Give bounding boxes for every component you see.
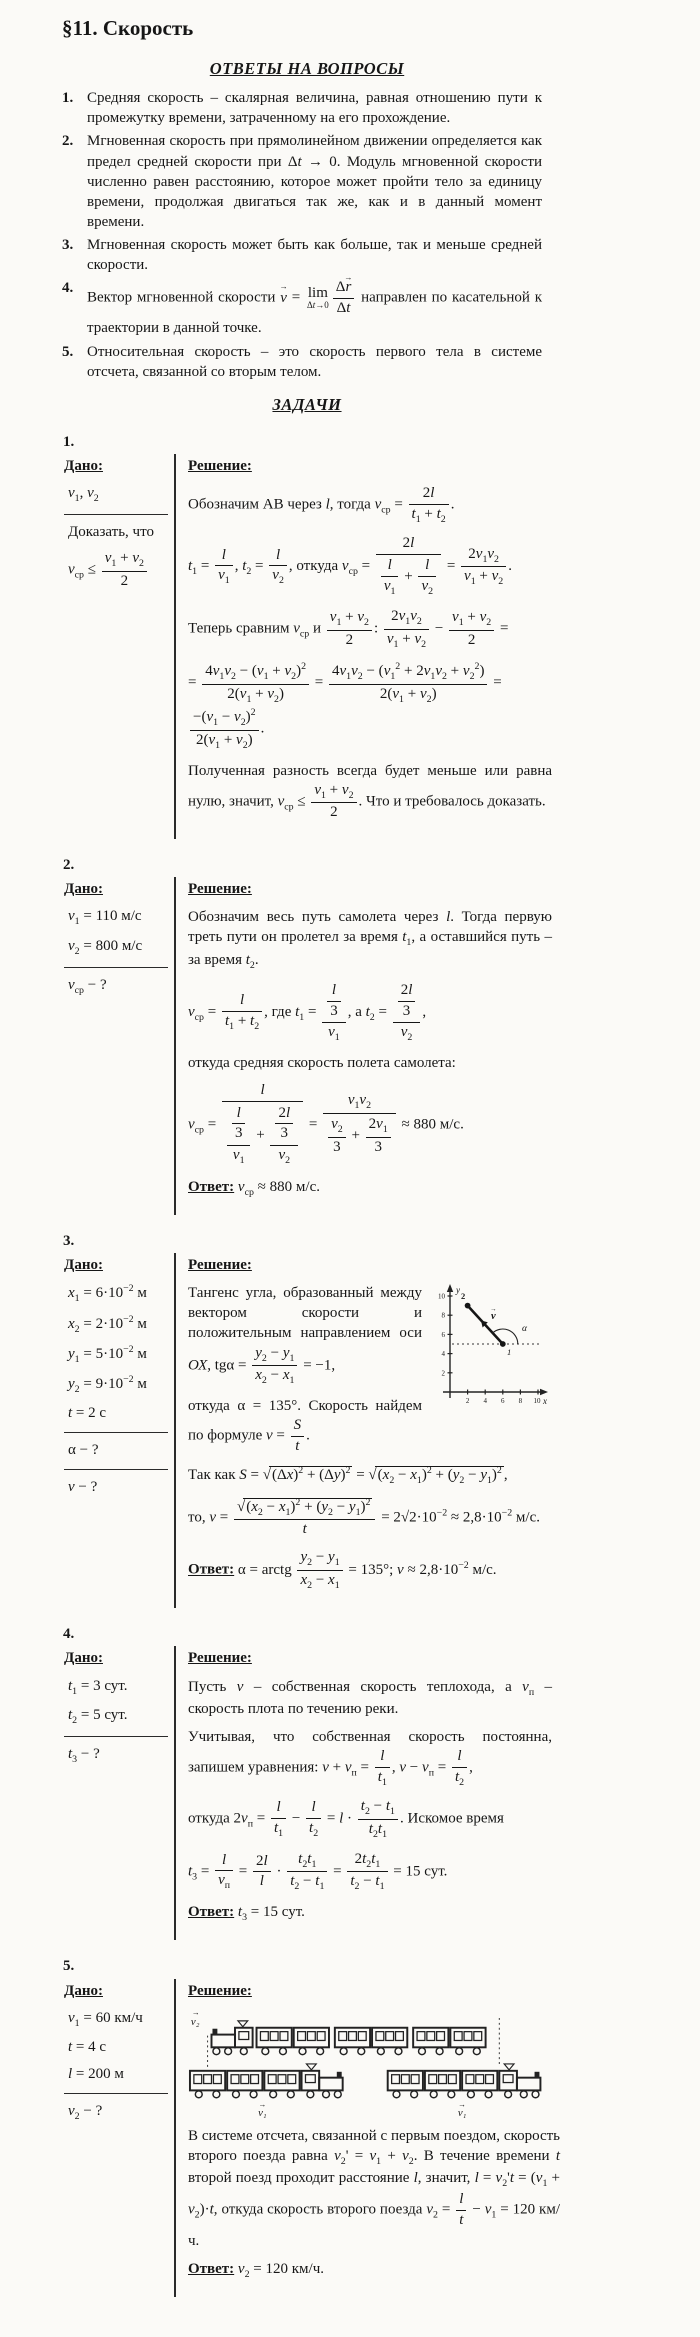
train1a-velocity-label: v₁ [258, 2106, 267, 2118]
trains-figure [188, 2006, 560, 2118]
given-value: $v_1 = 110$ м/с [68, 908, 142, 928]
answers-heading: ОТВЕТЫ НА ВОПРОСЫ [209, 59, 405, 79]
given-panel [62, 1646, 174, 1940]
y-tick-label: 10 [438, 1292, 445, 1301]
solution-line: В системе отсчета, связанной с первым поездом, скорость второго поезда равна $v_2' = v_1 + v_2$. В течение времени t второй поезд проходит расстояние l, значит, $l = v_2't = (v_1 + v_2)\cdot t$, откуда скорость второго поезда $v_2$ = $\frac{l}{t}$ − $v_1 = 120$ км/ч. [188, 2127, 561, 2249]
given-value: $x_2 = 2\cdot 10^{-2}$ м [68, 1313, 147, 1335]
answer-text: Относительная скорость – это скорость первого тела в системе отсчета, связанной со вторым телом. [87, 343, 542, 380]
solution-line: откуда α = 135°. Скорость найдем по формуле v = $\frac{S}{t}$ . [188, 1397, 422, 1454]
given-divider [64, 2093, 168, 2094]
answer-number: 5. [62, 343, 74, 360]
solution-line: Обозначим АВ через l, тогда $v_{ср}$ = $\frac{2l}{t_1 + t_2}$ . [188, 485, 455, 525]
given-label: Дано: [64, 1982, 103, 1999]
motion-graph [430, 1280, 552, 1414]
find-value: Доказать, что [68, 524, 154, 541]
y-tick-label: 6 [441, 1331, 445, 1340]
find-value: $v_{ср}$ ≤ $\frac{v_1 + v_2}{2}$ [64, 549, 168, 591]
given-label: Дано: [64, 1257, 103, 1274]
solution-line: Теперь сравним $v_{ср}$ и $\frac{v_1 + v_2}{2}$ : $\frac{2v_1v_2}{v_1 + v_2}$ − $\frac{v_1 + v_2}{2}$ = [188, 608, 509, 651]
x-tick-label: 8 [518, 1397, 523, 1406]
answer-text: Средняя скорость – скалярная величина, равная отношению пути к промежутку времени, затраченному на его прохождение. [87, 90, 542, 127]
answer-item-3 [62, 235, 542, 275]
answer-line [188, 2259, 560, 2281]
answer-value: $t_3 = 15$ сут. [237, 1904, 305, 1924]
given-value: l = 200 м [68, 2065, 124, 2082]
solution-panel [174, 454, 552, 839]
answer-line [188, 1177, 552, 1199]
problem-4 [62, 1624, 552, 1940]
answer-number: 2. [62, 133, 74, 150]
given-value: t = 4 с [68, 2038, 107, 2055]
answer-text: Мгновенная скорость при прямолинейном движении определяется как предел средней скорости при Δt → 0. Модуль мгновенной скорости численно равен расстоянию, которое может пройти тело за единицу времени, продолжая двигаться так же, как и в данный момент времени. [87, 133, 542, 230]
answer-line [188, 1902, 552, 1924]
solution-line: Так как $S = √(\Delta x)^2 + (\Delta y)^2 = √(x_2 - x_1)^2 + (y_2 - y_1)^2$ , [188, 1465, 508, 1487]
solution-label: Решение: [188, 457, 252, 474]
answer-label: Ответ: [188, 1178, 235, 1195]
train2-vector-arrow: → [191, 2007, 200, 2017]
point-1-label: 1 [507, 1347, 512, 1358]
solution-line: Пусть v – собственная скорость теплохода, а $v_п$ – скорость плота по течению реки. [188, 1678, 552, 1717]
answer-line [188, 1548, 552, 1592]
page-title: §11. Скорость [62, 16, 194, 40]
solution-label: Решение: [188, 1650, 252, 1667]
x-axis-arrow [540, 1389, 548, 1395]
problem-1 [62, 432, 552, 839]
solution-line: откуда $2v_п$ = $\frac{l}{t_1}$ − $\frac{l}{t_2}$ = l · $\frac{t_2 - t_1}{t_2t_1}$ . Искомое время [188, 1798, 504, 1841]
point-2-label: 2 [461, 1291, 466, 1302]
point-2-dot [465, 1303, 471, 1309]
answer-value: $v_2 = 120$ км/ч. [237, 2260, 324, 2280]
vector-label: v [491, 1311, 496, 1323]
given-divider [64, 514, 168, 515]
answer-text: Вектор мгновенной скорости v → = lim Δt→0 $\frac{\Delta r \to}{\Delta t}$ направлен по касательной к траектории в данной точке. [87, 278, 542, 338]
answer-label: Ответ: [188, 1904, 235, 1921]
given-divider [64, 1469, 168, 1470]
point-1-dot [500, 1341, 506, 1347]
given-divider [64, 1736, 168, 1737]
x-tick-label: 4 [483, 1397, 487, 1406]
given-value: $x_1 = 6\cdot 10^{-2}$ м [68, 1283, 147, 1305]
problem-5 [62, 1956, 561, 2297]
given-panel [62, 1979, 174, 2297]
solution-line: $v_{ср}$ = $\frac{l}{t_1 + t_2}$ , где $t_1$ = $\frac{\frac{l}{3}}{v_1}$ , а $t_2$ = $\frac{\frac{2l}{3}}{v_2}$ , [188, 981, 427, 1044]
solution-label: Решение: [188, 1257, 252, 1274]
given-panel [62, 454, 174, 839]
find-value: $t_3$ − ? [68, 1746, 100, 1766]
solution-panel [174, 1646, 552, 1940]
given-value: t = 2 с [68, 1405, 107, 1422]
y-axis-arrow [447, 1284, 453, 1292]
problem-3 [62, 1231, 552, 1608]
given-divider [64, 967, 168, 968]
solution-line: то, v = $\frac{√(x_2 - x_1)^2 + (y_2 - y_1)^2}{t}$ = $2√2\cdot 10^{-2} \approx 2,8\cdot 10^{-2}$ м/с. [188, 1496, 540, 1538]
solution-line: $v_{ср}$ = l $\frac{\frac{l}{3}}{v_1}$ + $\frac{\frac{2l}{3}}{v_2}$ = $v_1v_2$ $\frac{v_2}{3}$ + $\frac{2v_1}{3}$ ≈ 880 м/с. [188, 1082, 464, 1167]
problem-number: 4. [63, 1626, 75, 1643]
train2-velocity-label: v₂ [190, 2015, 200, 2028]
answer-number: 1. [62, 90, 74, 107]
answer-item-2 [62, 131, 542, 231]
find-value: v − ? [68, 1479, 98, 1496]
find-value: $v_{ср}$ − ? [68, 976, 107, 996]
answers-list [62, 88, 542, 382]
problem-number: 1. [63, 433, 75, 450]
solution-line: Обозначим весь путь самолета через l. Тогда первую треть пути он пролетел за время $t_1$, а оставшийся путь – за время $t_2$. [188, 909, 552, 971]
y-tick-label: 8 [441, 1311, 445, 1320]
solution-panel [174, 1979, 560, 2297]
solution-line: откуда средняя скорость полета самолета: [188, 1054, 456, 1071]
y-axis-label: y [456, 1285, 460, 1296]
find-value: $v_2$ − ? [68, 2103, 103, 2123]
answer-label: Ответ: [188, 2260, 235, 2277]
answer-item-1 [62, 88, 542, 128]
problem-number: 2. [63, 857, 75, 874]
given-label: Дано: [64, 881, 103, 898]
solution-line: Полученная разность всегда будет меньше или равна нулю, значит, $v_{ср}$ ≤ $\frac{v_1 + v_2}{2}$ . Что и требовалось доказать. [188, 762, 552, 821]
problem-number: 3. [63, 1233, 75, 1250]
y-tick-label: 2 [441, 1369, 445, 1378]
answer-label: Ответ: [188, 1561, 235, 1578]
solution-line: $t_3$ = l $v_п$ = $\frac{2l}{l}$ · $\frac{t_2t_1}{t_2 - t_1}$ = $\frac{2t_2t_1}{t_2 - t_1}$ = 15 сут. [188, 1850, 448, 1893]
solution-line: $t_1$ = $\frac{l}{v_1}$ , $t_2$ = $\frac{l}{v_2}$ , откуда $v_{ср}$ = 2l $\frac{l}{v_1}$ + $\frac{l}{v_2}$ = $\frac{2v_1v_2}{v_1 + v_2}$ . [188, 535, 512, 597]
train1b-velocity-label: v₁ [457, 2106, 467, 2118]
given-value: $t_2 = 5$ сут. [68, 1706, 128, 1726]
solution-line: Учитывая, что собственная скорость постоянна, запишем уравнения: $v + v_п$ = $\frac{l}{t_1}$ , $v - v_п$ = $\frac{l}{t_2}$ , [188, 1728, 552, 1788]
given-value: $v_1$, $v_2$ [68, 485, 99, 505]
find-value: α − ? [68, 1442, 99, 1459]
train-1b [388, 2064, 541, 2098]
answer-item-4 [62, 278, 542, 338]
answer-value: $v_{ср} \approx 880$ м/с. [237, 1178, 320, 1198]
x-tick-label: 2 [465, 1397, 470, 1406]
problem-2 [62, 855, 552, 1215]
solution-line: Тангенс угла, образованный между вектором скорости и положительным направлением оси ОХ, tgα = $\frac{y_2 - y_1}{x_2 - x_1}$ = −1, [188, 1285, 422, 1387]
solution-line: = $\frac{4v_1v_2 - (v_1 + v_2)^2}{2(v_1 + v_2)}$ = $\frac{4v_1v_2 - (v_1^2 + 2v_1v_2 + v_2^2)}{2(v_1 + v_2)}$ = $\frac{-(v_1 - v_2)^2}{2(v_1 + v_2)}$ . [188, 660, 502, 751]
x-axis-label: x [543, 1396, 547, 1407]
tasks-heading: ЗАДАЧИ [272, 394, 342, 414]
y-tick-label: 4 [441, 1350, 445, 1359]
solution-label: Решение: [188, 881, 252, 898]
given-value: $t_1 = 3$ сут. [68, 1677, 128, 1697]
given-panel [62, 877, 174, 1215]
given-panel [62, 1253, 174, 1608]
given-label: Дано: [64, 457, 103, 474]
train1a-vector-arrow: → [258, 2099, 267, 2109]
problem-number: 5. [63, 1958, 75, 1975]
angle-label: α [522, 1324, 527, 1335]
solution-label: Решение: [188, 1982, 252, 1999]
given-value: $y_1 = 5\cdot 10^{-2}$ м [68, 1343, 147, 1365]
answer-number: 3. [62, 236, 74, 253]
x-tick-label: 10 [533, 1397, 541, 1406]
answer-text: Мгновенная скорость может быть как больше, так и меньше средней скорости. [87, 236, 542, 273]
given-divider [64, 1432, 168, 1433]
answer-number: 4. [62, 280, 74, 297]
train1b-vector-arrow: → [458, 2099, 467, 2109]
answer-item-5 [62, 342, 542, 382]
vector-label-arrow: → [490, 1306, 497, 1314]
x-tick-label: 6 [501, 1397, 505, 1406]
train-2 [211, 2020, 485, 2054]
given-value: $v_2 = 800$ м/с [68, 937, 143, 957]
given-label: Дано: [64, 1650, 103, 1667]
given-value: $v_1 = 60$ км/ч [68, 2009, 143, 2029]
answer-value: α = arctg $\frac{y_2 - y_1}{x_2 - x_1}$ = 135°; $v \approx 2,8\cdot 10^{-2}$ м/с. [237, 1549, 497, 1591]
train-1a [190, 2064, 343, 2098]
given-value: $y_2 = 9\cdot 10^{-2}$ м [68, 1374, 147, 1396]
solution-panel [174, 1253, 552, 1608]
solution-panel [174, 877, 552, 1215]
